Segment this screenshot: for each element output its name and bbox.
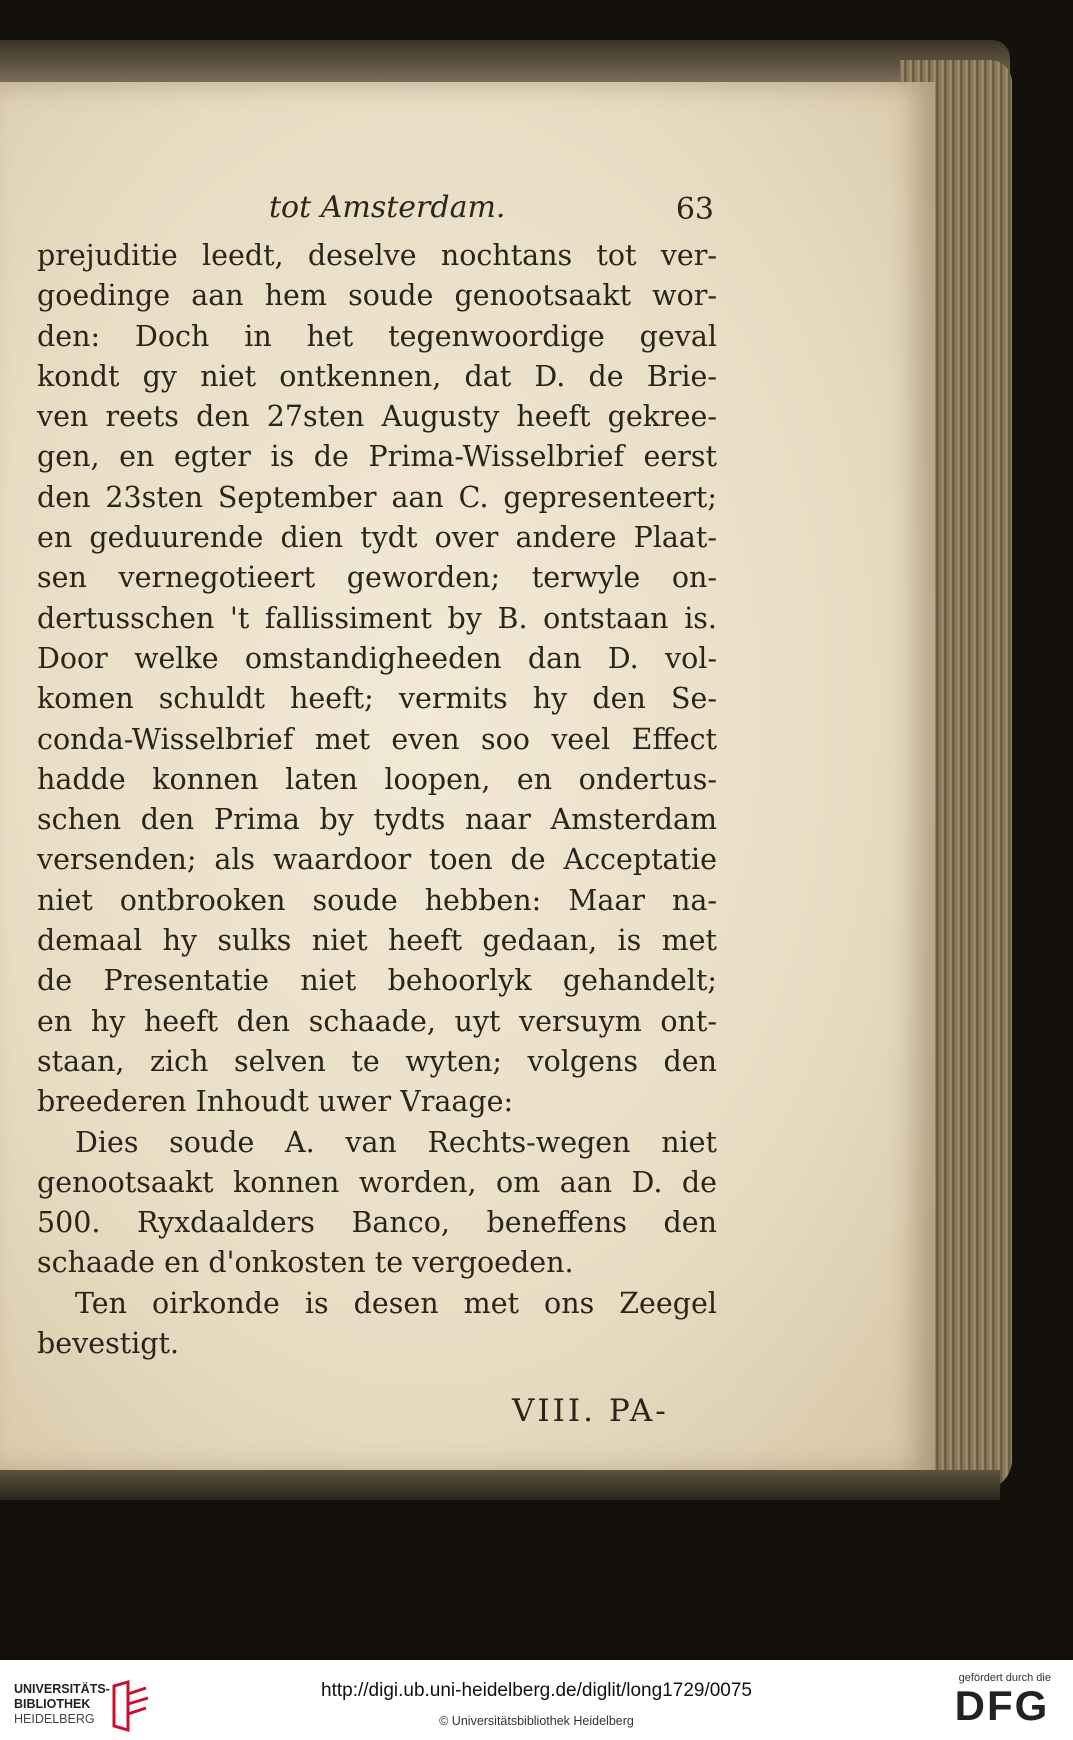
catchword: VIII. PA-	[512, 1393, 669, 1429]
page-header	[44, 190, 714, 242]
text-line: Dies soude A. van Rechts-wegen niet	[75, 1125, 717, 1159]
running-title: tot Amsterdam.	[269, 190, 506, 225]
text-line: genootsaakt konnen worden, om aan D. de	[37, 1165, 717, 1199]
text-line: goedinge aan hem soude genootsaakt wor-	[37, 279, 717, 313]
text-line: de Presentatie niet behoorlyk gehandelt;	[37, 964, 717, 998]
text-line: breederen Inhoudt uwer Vraage:	[37, 1085, 514, 1119]
text-line: hadde konnen laten loopen, en ondertus-	[37, 762, 717, 796]
text-line: versenden; als waardoor toen de Acceptatie	[37, 843, 717, 877]
permalink-url[interactable]: http://digi.ub.uni-heidelberg.de/diglit/long1729/0075	[321, 1680, 752, 1701]
text-line: bevestigt.	[37, 1327, 180, 1361]
text-line: dertusschen 't fallissiment by B. ontstaan is.	[37, 601, 717, 635]
text-line: conda-Wisselbrief met even soo veel Effect	[37, 722, 717, 756]
text-line: 500. Ryxdaalders Banco, beneffens den	[37, 1206, 717, 1240]
body-text	[37, 236, 717, 1364]
library-name-line1: UNIVERSITÄTS-	[14, 1682, 110, 1696]
page-number: 63	[675, 192, 714, 227]
text-line: en hy heeft den schaade, uyt versuym ont-	[37, 1004, 717, 1038]
text-line: niet ontbrooken soude hebben: Maar na-	[37, 883, 717, 917]
text-line: Ten oirkonde is desen met ons Zeegel	[75, 1286, 717, 1320]
viewer-footer	[0, 1660, 1073, 1740]
text-line: Door welke omstandigheeden dan D. vol-	[37, 641, 717, 675]
library-name-line3: HEIDELBERG	[14, 1712, 95, 1726]
text-line: staan, zich selven te wyten; volgens den	[37, 1044, 717, 1078]
copyright-notice: © Universitätsbibliothek Heidelberg	[439, 1714, 634, 1728]
text-line: den: Doch in het tegenwoordige geval	[37, 319, 717, 353]
text-line: sen vernegotieert geworden; terwyle on-	[37, 561, 717, 595]
text-line: schen den Prima by tydts naar Amsterdam	[37, 803, 717, 837]
library-name-line2: BIBLIOTHEK	[14, 1697, 91, 1711]
book-bottom-edge	[0, 1470, 1000, 1500]
text-line: komen schuldt heeft; vermits hy den Se-	[37, 682, 717, 716]
funding-text: gefördert durch die	[958, 1672, 1051, 1684]
text-line: ven reets den 27sten Augusty heeft gekree-	[37, 400, 717, 434]
text-line: en geduurende dien tydt over andere Plaat-	[37, 521, 717, 555]
text-line: schaade en d'onkosten te vergoeden.	[37, 1246, 574, 1280]
text-line: gen, en egter is de Prima-Wisselbrief eerst	[37, 440, 717, 474]
text-line: kondt gy niet ontkennen, dat D. de Brie-	[37, 359, 717, 393]
dfg-funding-logo	[955, 1672, 1051, 1728]
text-line: prejuditie leedt, deselve nochtans tot ver-	[37, 239, 717, 272]
dfg-logo-text: DFG	[954, 1682, 1050, 1729]
text-line: demaal hy sulks niet heeft gedaan, is met	[37, 924, 717, 958]
text-line: den 23sten September aan C. gepresenteert;	[37, 480, 717, 514]
